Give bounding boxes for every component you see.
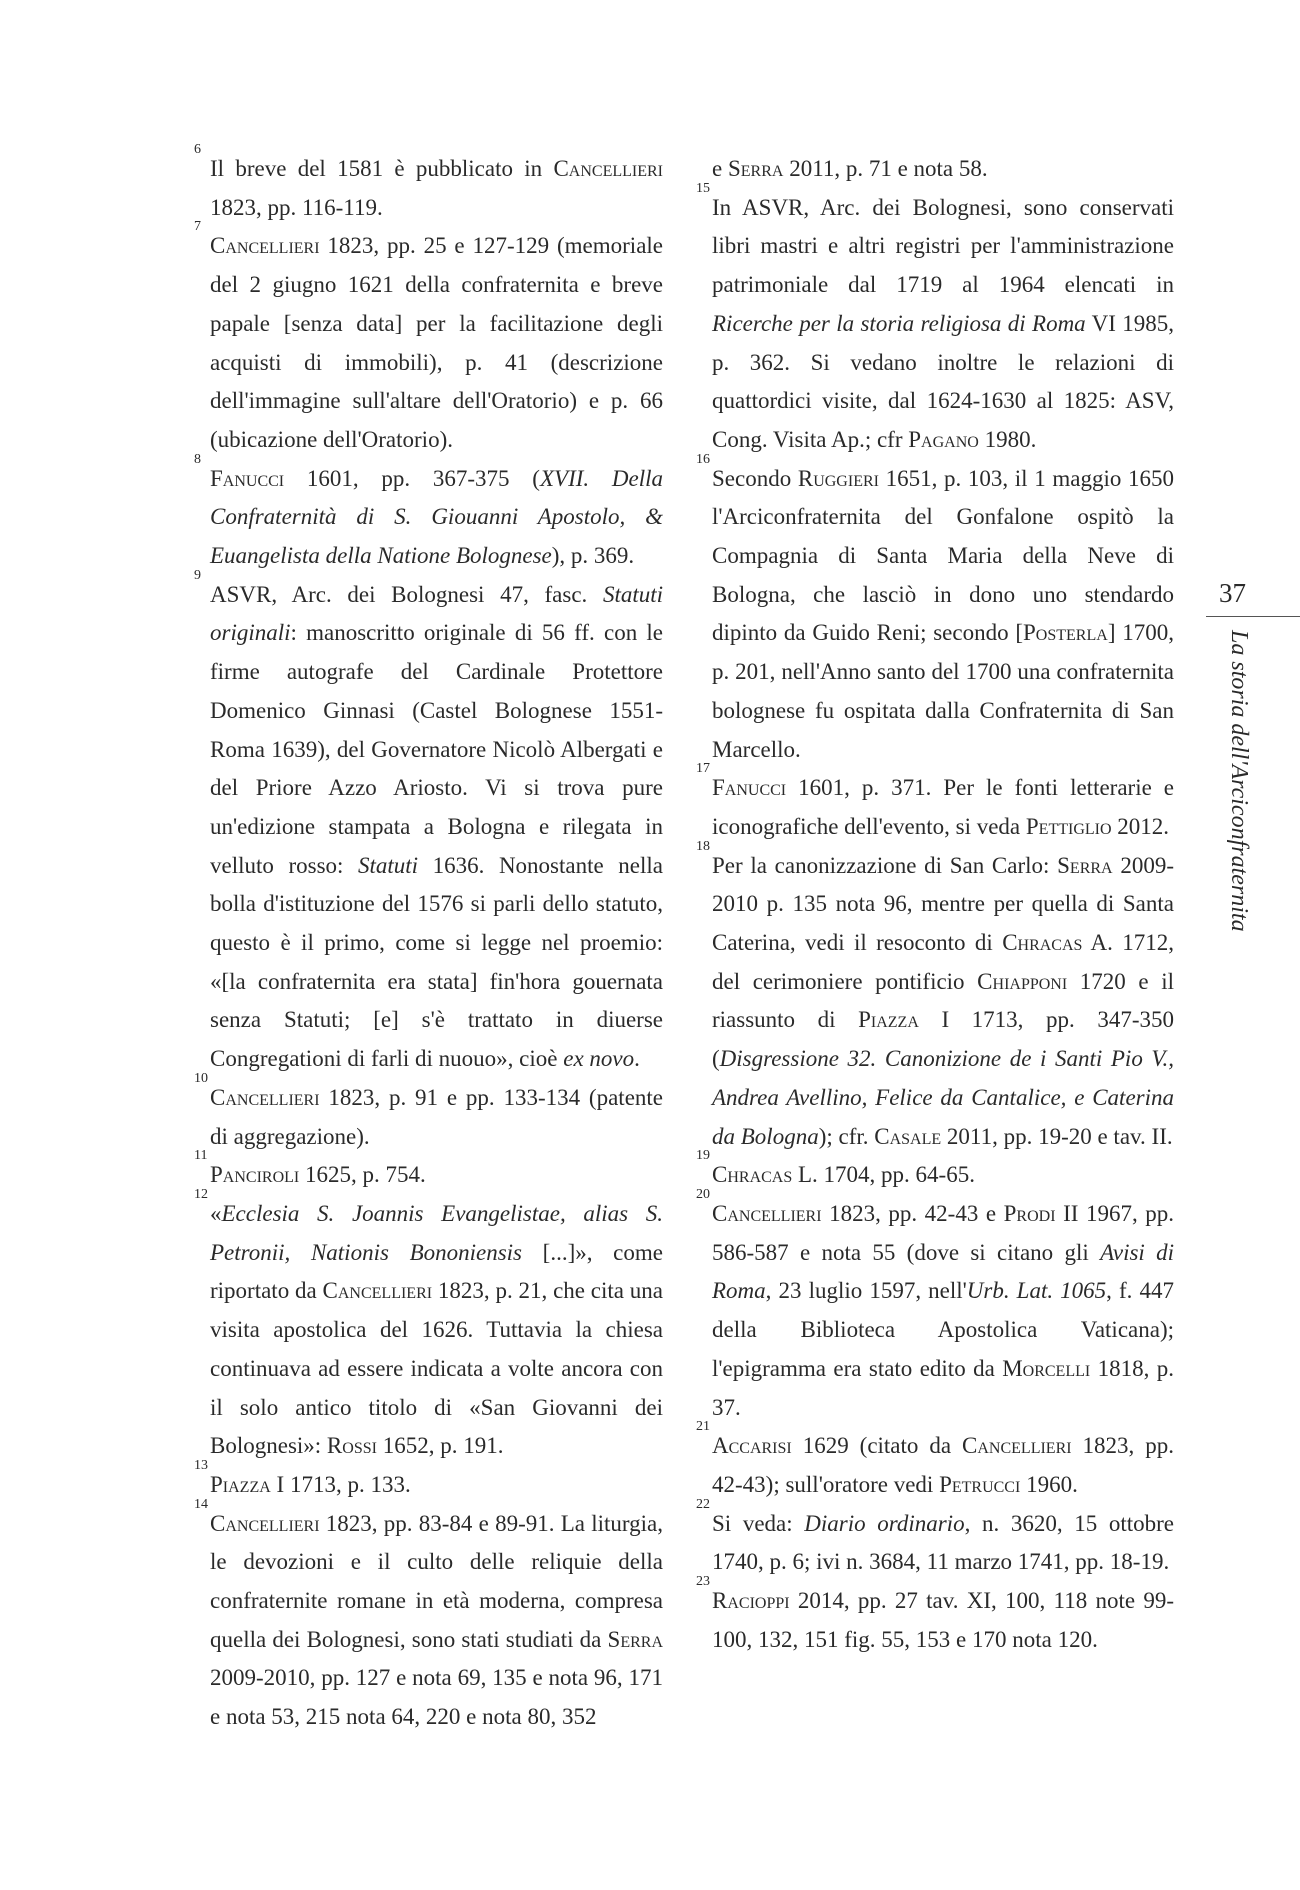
- author-name: Rossi: [326, 1433, 377, 1459]
- footnote-text: 1823, pp. 42-43); sull'oratore vedi: [712, 1433, 1174, 1497]
- italic-title: ex novo: [563, 1046, 635, 1072]
- footnote-number: 16: [696, 451, 710, 467]
- footnote-text: ] 1700, p. 201, nell'Anno santo del 1700 una confraternita bolognese fu ospitata dalla Confraternita di San Marcello.: [712, 620, 1174, 762]
- footnote-number: 12: [194, 1186, 208, 1202]
- footnote-text: 1629 (citato da: [791, 1433, 963, 1459]
- footnote-number: 17: [696, 761, 710, 777]
- author-name: Piazza: [210, 1471, 271, 1497]
- footnote-text: I 1713, pp. 347-350 (: [712, 1007, 1174, 1072]
- italic-title: Avisi di Roma: [712, 1239, 1174, 1304]
- footnote-text: 2009-2010 p. 135 nota 96, mentre per quella di Santa Caterina, vedi il resoconto di: [712, 852, 1174, 956]
- footnote: [696, 838, 1175, 1157]
- author-name: Cancellieri: [712, 1200, 822, 1226]
- footnote-text: 2014, pp. 27 tav. XI, 100, 118 note 99-100, 132, 151 fig. 55, 153 e 170 nota 120.: [712, 1588, 1174, 1652]
- author-name: Serra: [607, 1626, 663, 1652]
- footnote: [194, 219, 663, 459]
- footnote-text: II 1967, pp. 586-587 e nota 55 (dove si citano gli: [712, 1200, 1174, 1265]
- author-name: Casale: [874, 1123, 942, 1149]
- author-name: Chracas: [1002, 930, 1083, 956]
- footnote: [696, 180, 1174, 460]
- author-name: Chracas: [712, 1162, 793, 1188]
- author-name: Ruggieri: [797, 465, 879, 491]
- italic-title: Ricerche per la storia religiosa di Roma: [712, 310, 1086, 336]
- author-name: Cancellieri: [210, 233, 320, 259]
- footnote-text: VI 1985, p. 362. Si vedano inoltre le relazioni di quattordici visite, dal 1624-1630 al 1825: ASV, Cong. Visita Ap.; cfr: [712, 310, 1174, 452]
- footnote-text: 1636. Nonostante nella bolla d'istituzione del 1576 si parli dello statuto, questo è il primo, come si legge nel proemio: «[la confraternita era stata] fin'hora gouernata senza Statuti; [e] s'è trattato in diuerse Congregationi di farli di nuouo», cioè: [210, 852, 663, 1072]
- footnote-text: I 1713, p. 133.: [270, 1471, 411, 1497]
- page-number: 37: [1219, 578, 1246, 608]
- footnote: [696, 1574, 1174, 1659]
- footnote-text: 2011, p. 71 e nota 58.: [783, 156, 988, 181]
- footnote-text: 1823, pp. 42-43 e: [821, 1200, 1004, 1226]
- margin-divider: [1206, 616, 1300, 617]
- author-name: Cancellieri: [322, 1278, 433, 1304]
- footnote-text: Il breve del 1581 è pubblicato in: [210, 156, 554, 181]
- footnote-number: 15: [696, 180, 710, 196]
- author-name: Petrucci: [939, 1471, 1021, 1497]
- footnote-number: 20: [696, 1186, 710, 1202]
- footnote-text: ); cfr.: [818, 1123, 875, 1149]
- footnote-text: , 23 luglio 1597, nell': [765, 1278, 967, 1304]
- footnote-text: ), p. 369.: [551, 543, 635, 569]
- footnote-number: 7: [194, 219, 201, 235]
- footnote-text: Si veda:: [712, 1510, 805, 1536]
- footnote-number: 10: [194, 1070, 208, 1086]
- italic-title: XVII. Della Confraternità di S. Giouanni Apostolo, & Euangelista della Natione Bolognese: [210, 465, 664, 569]
- footnote-text: «: [210, 1200, 222, 1226]
- footnote: [700, 150, 1174, 189]
- footnote-text: 1625, p. 754.: [299, 1162, 426, 1188]
- footnotes-left-column: [194, 142, 664, 1737]
- author-name: Pagano: [908, 426, 979, 452]
- footnote-text: , f. 447 della Biblioteca Apostolica Vaticana); l'epigramma era stato edito da: [712, 1278, 1174, 1381]
- italic-title: Urb. Lat. 1065: [966, 1278, 1107, 1304]
- author-name: Prodi: [1003, 1200, 1056, 1226]
- footnote-text: 1823, p. 91 e pp. 133-134 (patente di aggregazione).: [210, 1084, 663, 1149]
- footnote-text: 1823, pp. 116-119.: [210, 194, 383, 220]
- footnote-text: 2009-2010, pp. 127 e nota 69, 135 e nota 96, 171 e nota 53, 215 nota 64, 220 e nota 80, 352: [210, 1665, 663, 1730]
- footnote-text: L. 1704, pp. 64-65.: [792, 1162, 975, 1188]
- footnote-text: A. 1712, del cerimoniere pontificio: [712, 930, 1175, 994]
- author-name: Chiapponi: [977, 968, 1068, 994]
- running-title: La storia dell'Arciconfraternita: [1226, 630, 1252, 932]
- author-name: Cancellieri: [962, 1433, 1072, 1459]
- footnote-number: 22: [696, 1496, 710, 1512]
- footnote-number: 19: [696, 1148, 710, 1164]
- footnote-number: 13: [194, 1457, 208, 1473]
- italic-title: Diario ordinario: [804, 1510, 965, 1536]
- footnote-number: 14: [194, 1496, 208, 1512]
- footnote: [194, 1496, 663, 1737]
- footnote-text: In ASVR, Arc. dei Bolognesi, sono conservati libri mastri e altri registri per l'amministrazione patrimoniale dal 1719 al 1964 elencati in: [712, 194, 1174, 298]
- author-name: Fanucci: [210, 465, 285, 491]
- footnote-text: 1651, p. 103, il 1 maggio 1650 l'Arciconfraternita del Gonfalone ospitò la Compagnia di Santa Maria della Neve di Bologna, che lasciò in dono uno stendardo dipinto da Guido Reni; secondo [: [712, 465, 1174, 646]
- footnote-text: 2011, pp. 19-20 e tav. II.: [941, 1123, 1173, 1149]
- footnote-text: 1652, p. 191.: [376, 1433, 504, 1459]
- author-name: Accarisi: [712, 1433, 792, 1459]
- footnote: [194, 451, 664, 576]
- author-name: Pettiglio: [1025, 813, 1112, 839]
- footnote-text: 1818, p. 37.: [712, 1355, 1175, 1420]
- footnote-text: : manoscritto originale di 56 ff. con le firme autografe del Cardinale Protettore Domenico Ginnasi (Castel Bolognese 1551-Roma 1639), del Governatore Nicolò Albergati e del Priore Azzo Ariosto. Vi si trova pure un'edizione stampata a Bologna e rilegata in velluto rosso:: [210, 620, 663, 878]
- footnote-text: 1980.: [978, 426, 1037, 452]
- footnote-text: 1823, pp. 83-84 e 89-91. La liturgia, le devozioni e il culto delle reliquie della confraternite romane in età moderna, compresa quella dei Bolognesi, sono stati studiati da: [210, 1510, 663, 1652]
- author-name: Piazza: [858, 1007, 919, 1033]
- italic-title: Statuti: [357, 852, 419, 878]
- author-name: Panciroli: [210, 1162, 300, 1188]
- author-name: Cancellieri: [210, 1510, 320, 1536]
- footnote-text: ASVR, Arc. dei Bolognesi 47, fasc.: [210, 581, 603, 607]
- footnote-number: 18: [696, 838, 710, 854]
- footnote-text: , n. 3620, 15 ottobre 1740, p. 6; ivi n. 3684, 11 marzo 1741, pp. 18-19.: [712, 1510, 1175, 1575]
- footnote-text: 1823, p. 21, che cita una visita apostolica del 1626. Tuttavia la chiesa continuava ad essere indicata a volte ancora con il solo antico titolo di «San Giovanni dei Bolognesi»:: [210, 1278, 664, 1459]
- author-name: Morcelli: [1002, 1355, 1091, 1381]
- footnote-text: 1720 e il riassunto di: [712, 968, 1174, 1033]
- author-name: Serra: [727, 156, 784, 181]
- author-name: Posterla: [1023, 620, 1108, 646]
- footnote-text: Secondo: [712, 465, 798, 491]
- footnote-number: 8: [194, 451, 201, 467]
- author-name: Serra: [1057, 852, 1113, 878]
- italic-title: Disgressione 32. Canonizione de i Santi Pio V., Andrea Avellino, Felice da Cantalice, e Caterina da Bologna: [712, 1046, 1174, 1149]
- author-name: Cancellieri: [553, 156, 663, 181]
- footnote-text: e: [712, 156, 728, 181]
- footnote-text: 2012.: [1111, 813, 1170, 839]
- footnote-number: 11: [194, 1148, 208, 1164]
- author-name: Fanucci: [712, 775, 787, 801]
- footnote-text: 1960.: [1020, 1471, 1078, 1497]
- footnote-number: 23: [696, 1574, 710, 1590]
- italic-title: Ecclesia S. Joannis Evangelistae, alias S. Petronii, Nationis Bononiensis: [210, 1200, 663, 1265]
- footnote-text: 1601, pp. 367-375 (: [284, 465, 540, 491]
- footnote-text: 1601, p. 371. Per le fonti letterarie e iconografiche dell'evento, si veda: [712, 775, 1174, 839]
- footnote-text: 1823, pp. 25 e 127-129 (memoriale del 2 giugno 1621 della confraternita e breve papale [senza data] per la facilitazione degli acquisti di immobili), p. 41 (descrizione dell'immagine sull'altare dell'Oratorio) e p. 66 (ubicazione dell'Oratorio).: [210, 233, 663, 452]
- author-name: Cancellieri: [210, 1084, 320, 1110]
- footnote-text: [...]», come riportato da: [210, 1239, 663, 1304]
- footnote-number: 6: [194, 142, 201, 157]
- footnote-number: 9: [194, 567, 201, 583]
- author-name: Racioppi: [712, 1588, 790, 1614]
- italic-title: Statuti originali: [210, 581, 663, 646]
- footnote-text: .: [634, 1046, 640, 1072]
- footnotes-right-column: [696, 150, 1175, 1659]
- footnote-text: Per la canonizzazione di San Carlo:: [712, 852, 1058, 878]
- footnote: [696, 451, 1174, 770]
- footnote: [194, 142, 663, 227]
- footnote-number: 21: [696, 1419, 710, 1435]
